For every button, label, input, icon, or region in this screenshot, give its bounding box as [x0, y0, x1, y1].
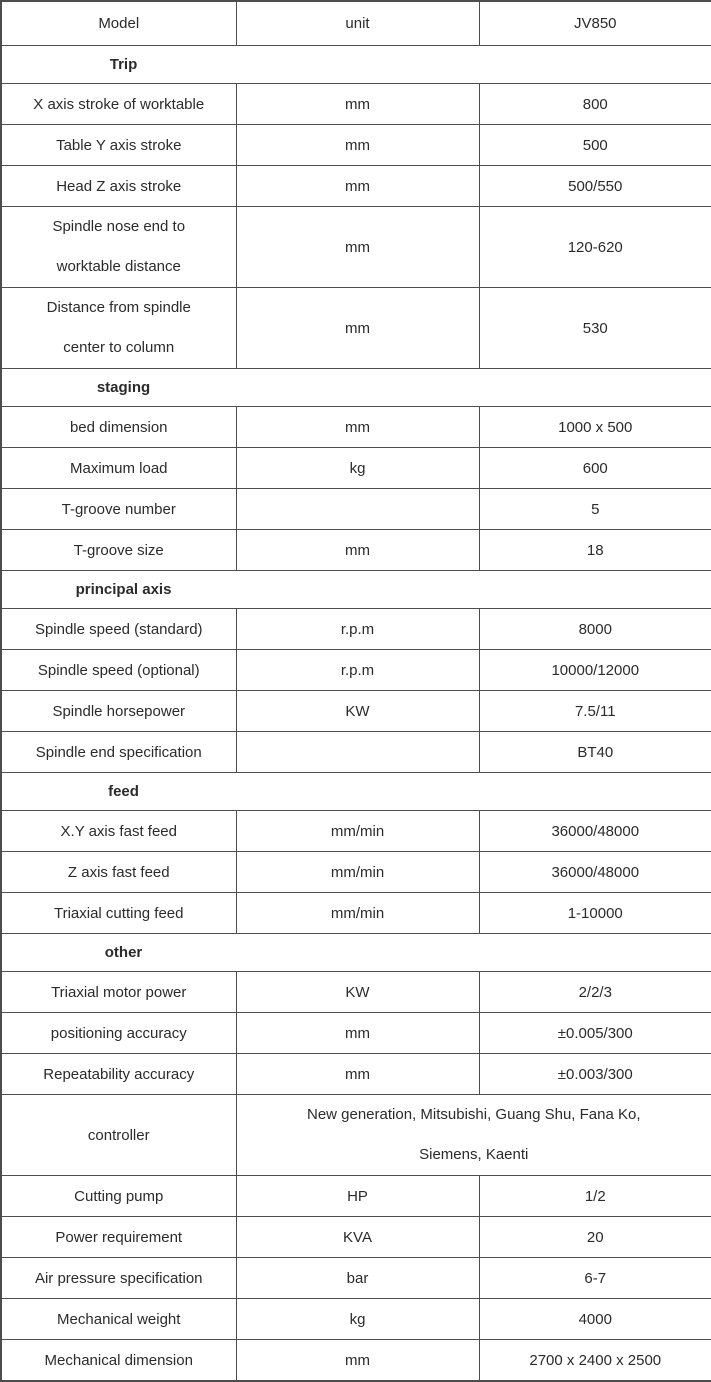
label-cell: Mechanical dimension: [1, 1340, 236, 1382]
label-cell: Mechanical weight: [1, 1299, 236, 1340]
unit-cell: mm: [236, 288, 479, 369]
value-line: New generation, Mitsubishi, Guang Shu, Fana Ko,: [306, 1106, 641, 1123]
label-cell: Table Y axis stroke: [1, 125, 236, 166]
label-cell: Triaxial cutting feed: [1, 893, 236, 934]
table-row: [1, 1258, 711, 1299]
table-row: [1, 893, 711, 934]
value-cell: 2/2/3: [479, 972, 711, 1013]
value-cell: ±0.003/300: [479, 1054, 711, 1095]
unit-cell: mm/min: [236, 893, 479, 934]
unit-cell: mm/min: [236, 852, 479, 893]
unit-cell: mm: [236, 1013, 479, 1054]
unit-cell: KVA: [236, 1217, 479, 1258]
label-cell: positioning accuracy: [1, 1013, 236, 1054]
unit-cell: [236, 489, 479, 530]
label-cell: Spindle end specification: [1, 732, 236, 773]
table-row: [1, 609, 711, 650]
unit-cell: r.p.m: [236, 650, 479, 691]
unit-cell: mm: [236, 125, 479, 166]
value-cell: 500/550: [479, 166, 711, 207]
table-row: [1, 1299, 711, 1340]
unit-cell: mm: [236, 1054, 479, 1095]
label-cell: controller: [1, 1095, 236, 1176]
unit-cell: kg: [236, 1299, 479, 1340]
label-cell: Spindle speed (standard): [1, 609, 236, 650]
unit-cell: kg: [236, 448, 479, 489]
table-row: [1, 732, 711, 773]
value-cell: 4000: [479, 1299, 711, 1340]
table-row: [1, 852, 711, 893]
value-cell: ±0.005/300: [479, 1013, 711, 1054]
value-cell: 10000/12000: [479, 650, 711, 691]
section-row-principal-axis: [1, 571, 711, 609]
unit-cell: mm: [236, 530, 479, 571]
section-label: feed: [108, 783, 139, 800]
table-row: [1, 811, 711, 852]
header-unit-cell: unit: [236, 1, 479, 46]
section-row-other: [1, 934, 711, 972]
table-row: [1, 1013, 711, 1054]
label-cell: Air pressure specification: [1, 1258, 236, 1299]
label-cell: Maximum load: [1, 448, 236, 489]
unit-cell: mm: [236, 166, 479, 207]
section-row-feed: [1, 773, 711, 811]
label-line: center to column: [63, 339, 175, 356]
value-cell: BT40: [479, 732, 711, 773]
value-cell: 500: [479, 125, 711, 166]
table-row: [1, 691, 711, 732]
table-row: [1, 972, 711, 1013]
unit-cell: mm: [236, 407, 479, 448]
table-row: [1, 207, 711, 288]
section-label: Trip: [109, 56, 138, 73]
table-row: [1, 1340, 711, 1382]
table-row: [1, 1054, 711, 1095]
value-line: Siemens, Kaenti: [419, 1146, 529, 1163]
section-label: principal axis: [75, 581, 172, 598]
table-row: [1, 125, 711, 166]
unit-cell: [236, 732, 479, 773]
unit-cell: HP: [236, 1176, 479, 1217]
header-value-cell: JV850: [479, 1, 711, 46]
label-cell: X.Y axis fast feed: [1, 811, 236, 852]
label-cell: X axis stroke of worktable: [1, 84, 236, 125]
value-cell: 7.5/11: [479, 691, 711, 732]
unit-cell: mm: [236, 207, 479, 288]
value-cell: 6-7: [479, 1258, 711, 1299]
label-cell: Spindle speed (optional): [1, 650, 236, 691]
section-cell: [1, 46, 711, 84]
table-row: [1, 650, 711, 691]
label-cell: Cutting pump: [1, 1176, 236, 1217]
section-cell: [1, 773, 711, 811]
label-line: worktable distance: [56, 258, 181, 275]
label-cell: Repeatability accuracy: [1, 1054, 236, 1095]
value-cell: 5: [479, 489, 711, 530]
section-cell: [1, 571, 711, 609]
value-cell: 18: [479, 530, 711, 571]
table-row: [1, 166, 711, 207]
section-row-trip: [1, 46, 711, 84]
header-row: [1, 1, 711, 46]
table-row: [1, 530, 711, 571]
table-row: [1, 1176, 711, 1217]
table-row: [1, 1217, 711, 1258]
label-line: Spindle nose end to: [52, 218, 186, 235]
label-cell: T-groove number: [1, 489, 236, 530]
section-cell: [1, 369, 711, 407]
unit-cell: r.p.m: [236, 609, 479, 650]
label-cell: Power requirement: [1, 1217, 236, 1258]
label-cell: [1, 288, 236, 369]
unit-cell: bar: [236, 1258, 479, 1299]
label-cell: [1, 207, 236, 288]
value-cell: 530: [479, 288, 711, 369]
header-model-cell: Model: [1, 1, 236, 46]
value-cell: 8000: [479, 609, 711, 650]
unit-cell: mm: [236, 1340, 479, 1382]
value-cell: 36000/48000: [479, 811, 711, 852]
value-cell: 800: [479, 84, 711, 125]
table-row: [1, 84, 711, 125]
value-cell: 36000/48000: [479, 852, 711, 893]
value-cell: 600: [479, 448, 711, 489]
table-row: [1, 288, 711, 369]
value-cell: 1-10000: [479, 893, 711, 934]
section-label: staging: [96, 379, 151, 396]
unit-cell: KW: [236, 691, 479, 732]
section-label: other: [104, 944, 143, 961]
value-cell: 1000 x 500: [479, 407, 711, 448]
value-cell: 1/2: [479, 1176, 711, 1217]
table-row: [1, 448, 711, 489]
table-row: [1, 489, 711, 530]
value-cell-merged: [236, 1095, 711, 1176]
table-row: [1, 407, 711, 448]
label-cell: Head Z axis stroke: [1, 166, 236, 207]
value-cell: 120-620: [479, 207, 711, 288]
unit-cell: mm: [236, 84, 479, 125]
label-cell: Triaxial motor power: [1, 972, 236, 1013]
label-line: Distance from spindle: [46, 299, 191, 316]
value-cell: 20: [479, 1217, 711, 1258]
unit-cell: KW: [236, 972, 479, 1013]
section-cell: [1, 934, 711, 972]
value-cell: 2700 x 2400 x 2500: [479, 1340, 711, 1382]
label-cell: bed dimension: [1, 407, 236, 448]
label-cell: Spindle horsepower: [1, 691, 236, 732]
label-cell: Z axis fast feed: [1, 852, 236, 893]
table-row-controller: [1, 1095, 711, 1176]
label-cell: T-groove size: [1, 530, 236, 571]
unit-cell: mm/min: [236, 811, 479, 852]
section-row-staging: [1, 369, 711, 407]
